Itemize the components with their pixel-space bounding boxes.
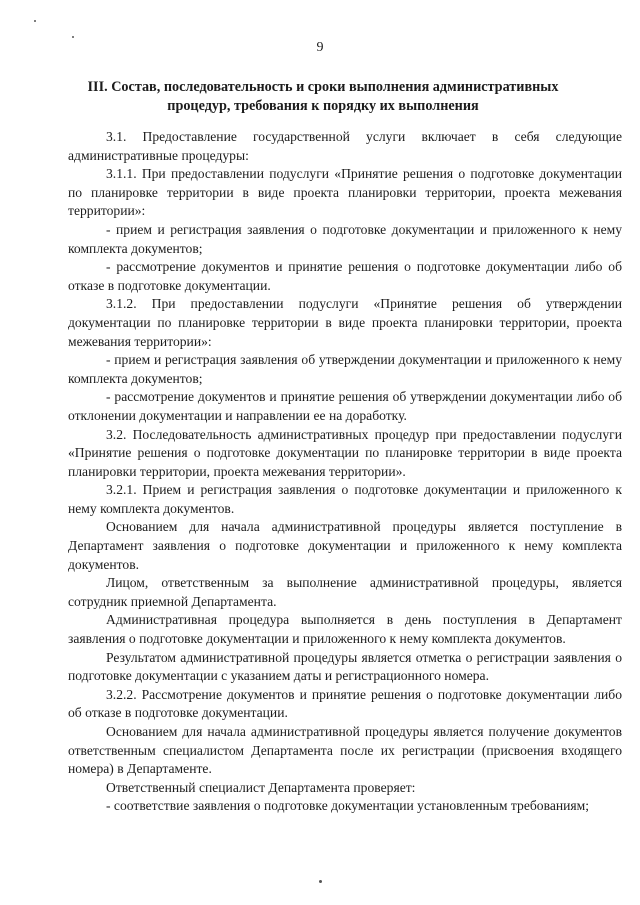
scan-speck [72,36,74,38]
scan-speck [34,20,36,22]
paragraph: 3.2.1. Прием и регистрация заявления о подготовке документации и приложенного к нему комплекта документов. [68,482,622,516]
paragraph: Административная процедура выполняется в день поступления в Департамент заявления о подготовке документации и приложенного к нему комплекта документов. [68,612,622,647]
paragraph: 3.1.2. При предоставлении подуслуги «Принятие решения об утверждении документации по планировке территории в виде проекта планировки территории, проекта межевания территории»: [68,296,622,349]
list-item: - рассмотрение документов и принятие решения о подготовке документации либо об отказе в подготовке документации. [68,259,622,293]
list-item: - рассмотрение документов и принятие решения об утверждении документации либо об отклонении документации и направлении ее на доработку. [68,389,622,423]
paragraph: Основанием для начала административной процедуры является поступление в Департамент заявления о подготовке документации и приложенного к нему комплекта документов. [68,519,622,572]
paragraph: Основанием для начала административной процедуры является получение документов ответственным специалистом Департамента после их регистрации (присвоения входящего номера) в Департаменте. [68,724,622,777]
list-item: - прием и регистрация заявления об утверждении документации и приложенного к нему комплекта документов; [68,352,622,386]
section-heading: III. Состав, последовательность и сроки выполнения административных процедур, требования к порядку их выполнения [87,79,559,114]
paragraph: Результатом административной процедуры является отметка о регистрации заявления о подготовке документации с указанием даты и регистрационного номера. [68,649,622,684]
paragraph: 3.1.1. При предоставлении подуслуги «Принятие решения о подготовке документации по планировке территории в виде проекта планировки территории, проекта межевания территории»: [68,166,622,219]
document-body [68,128,622,816]
page-number: 9 [316,40,324,55]
paragraph: Лицом, ответственным за выполнение административной процедуры, является сотрудник приемной Департамента. [68,575,622,609]
paragraph: 3.2. Последовательность административных процедур при предоставлении подуслуги «Принятие решения о подготовке документации по планировке территории в виде проекта планировки территории, проекта межевания территории». [68,426,622,479]
scan-speck [319,880,322,883]
list-item: - соответствие заявления о подготовке документации установленным требованиям; [106,798,590,814]
paragraph: Ответственный специалист Департамента проверяет: [106,779,416,795]
list-item: - прием и регистрация заявления о подготовке документации и приложенного к нему комплекта документов; [68,221,622,256]
paragraph: 3.1. Предоставление государственной услуги включает в себя следующие административные процедуры: [68,129,622,163]
paragraph: 3.2.2. Рассмотрение документов и принятие решения о подготовке документации либо об отказе в подготовке документации. [68,686,622,721]
